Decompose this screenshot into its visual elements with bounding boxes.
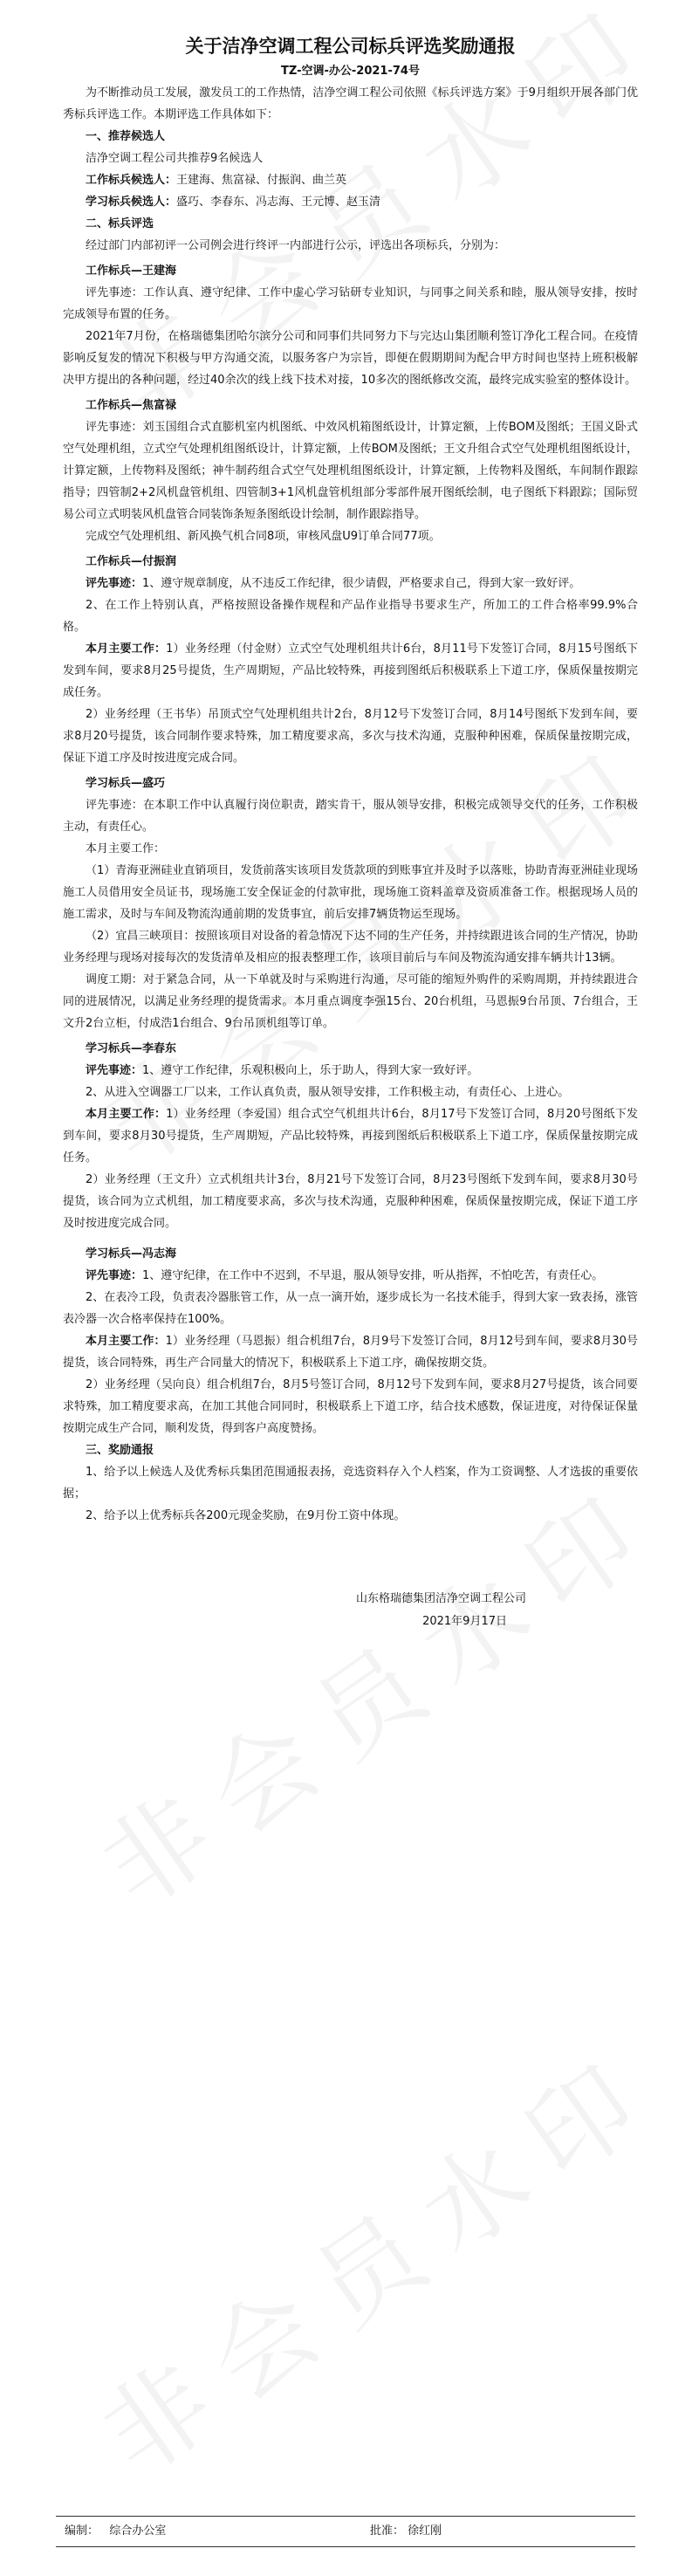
paragraph: 2、在工作上特别认真，严格按照设备操作规程和产品作业指导书要求生产，所加工的工件合格率99.9%合格。: [63, 599, 638, 634]
section-heading: 一、推荐候选人: [86, 130, 166, 143]
paragraph: [63, 638, 638, 704]
label: 本月主要工作：: [86, 1335, 166, 1348]
value: 徐红刚: [408, 2524, 442, 2538]
paragraph: 本月主要工作：: [86, 842, 166, 855]
signature-company: 山东格瑞德集团洁净空调工程公司: [355, 1592, 526, 1605]
document-number: TZ-空调-办公-2021-74号: [281, 65, 420, 78]
label: 工作标兵候选人：: [86, 174, 177, 187]
text: 1）业务经理（马恩振）组合机组7台，8月9号下发签订合同，8月12号到车间，要求8月30号提货，该合同特殊，再生产合同量大的情况下，积极联系上下道工序，确保按期交货。: [63, 1335, 638, 1370]
paragraph: [63, 1265, 638, 1287]
label: 评先事迹：: [86, 1064, 143, 1077]
intro-paragraph: 为不断推动员工发展，激发员工的工作热情，洁净空调工程公司依照《标兵评选方案》于9月组织开展各部门优秀标兵评选工作。本期评选工作具体如下：: [63, 86, 638, 121]
section-heading: 二、标兵评选: [86, 217, 154, 230]
paragraph: 2021年7月份，在格瑞德集团哈尔滨分公司和同事们共同努力下与完达山集团顺利签订净化工程合同。在疫情影响反复发的情况下积极与甲方沟通交流，以服务客户为宗旨，即便在假期期间为配合甲方时间也坚持上班积极解决甲方提出的各种问题，经过40余次的线上线下技术对接，10多次的图纸修改交流，最终完成实验室的整体设计。: [63, 330, 638, 387]
paragraph: 评先事迹：刘玉国组合式直膨机室内机图纸、中效风机箱图纸设计，计算定额，上传BOM及图纸；王国义卧式空气处理机组，立式空气处理机组图纸设计，计算定额，上传BOM及图纸；王文升组合式空气处理机组图纸设计，计算定额，上传物料及图纸；神牛制药组合式空气处理机组图纸设计，计算定额，上传物料及图纸，车间制作跟踪指导；四管制2+2风机盘管机组、四管制3+1风机盘管机组部分零部件展开图纸绘制，电子图纸下料跟踪；国际贸易公司立式明装风机盘管合同装饰条短条图纸设计绘制，制作跟踪指导。: [63, 421, 638, 521]
paragraph: 评先事迹：工作认真、遵守纪律、工作中虚心学习钻研专业知识，与同事之间关系和睦，服从领导安排，按时完成领导布置的任务。: [63, 286, 638, 321]
subsection-heading: 学习标兵—李春东: [86, 1042, 177, 1055]
label: 学习标兵候选人：: [86, 196, 177, 209]
study-candidates: [63, 191, 638, 213]
footer-editor: [65, 2517, 166, 2546]
subsection-heading: 学习标兵—冯志海: [86, 1247, 177, 1261]
text: 1、遵守规章制度，从不违反工作纪律，很少请假，严格要求自己，得到大家一致好评。: [142, 577, 581, 590]
text: 1）业务经理（李爱国）组合式空气机组共计6台，8月17号下发签订合同，8月20号图纸下发到车间，要求8月30号提货，生产周期短，产品比较特殊，再接到图纸后积极联系上下道工序，保质保量按期完成任务。: [63, 1108, 638, 1164]
value: 综合办公室: [109, 2524, 167, 2538]
value: 盛巧、李春东、冯志海、王元博、赵玉清: [176, 196, 381, 209]
paragraph: 2）业务经理（王文升）立式机组共计3台，8月21号下发签订合同，8月23号图纸下发到车间，要求8月30号提货，该合同为立式机组，加工精度要求高，多次与技术沟通，克服种种困难，保质保量按期完成，保证下道工序及时按进度完成合同。: [63, 1173, 638, 1230]
paragraph: [63, 573, 638, 594]
paragraph: 2）业务经理（王书华）吊顶式空气处理机组共计2台，8月12号下发签订合同，8月14号图纸下发到车间，要求8月20号提货，该合同制作要求特殊，加工精度要求高，多次与技术沟通，克服种种困难，保质保量按期完成，保证下道工序及时按进度完成合同。: [63, 708, 638, 765]
paragraph: 2、从进入空调器工厂以来，工作认真负责，服从领导安排，工作积极主动，有责任心、上进心。: [86, 1086, 570, 1099]
subsection-heading: 学习标兵—盛巧: [86, 777, 166, 790]
paragraph: [63, 1103, 638, 1169]
subsection-heading: 工作标兵—付振润: [86, 555, 177, 568]
paragraph: [63, 1060, 638, 1082]
text: 1、遵守纪律，在工作中不迟到，不早退，服从领导安排，听从指挥，不怕吃苦，有责任心。: [142, 1269, 604, 1282]
paragraph: 2、在表冷工段，负责表冷器胀管工作，从一点一滴开始，逐步成长为一名技术能手，得到大家一致表扬，涨管表冷器一次合格率保持在100%。: [63, 1291, 638, 1326]
subsection-heading: 工作标兵—王建海: [86, 264, 177, 278]
label: 本月主要工作：: [86, 642, 167, 656]
paragraph: [63, 1330, 638, 1374]
paragraph: 评先事迹：在本职工作中认真履行岗位职责，踏实肯干，服从领导安排，积极完成领导交代的任务，工作积极主动，有责任心。: [63, 799, 638, 834]
document-footer: [56, 2516, 635, 2547]
paragraph: 完成空气处理机组、新风换气机合同8项，审核风盘U9订单合同77项。: [86, 530, 441, 543]
paragraph: 2）业务经理（吴向良）组合机组7台，8月5号签订合同，8月12号下发到车间，要求8月27号提货，该合同要求特殊，加工精度要求高，在加工其他合同同时，积极联系上下道工序，结合技术感数，保证进度，对待保证保量按期完成生产合同，顺利发货，得到客户高度赞扬。: [63, 1378, 638, 1435]
paragraph: （1）青海亚洲硅业直销项目，发货前落实该项目发货款项的到账事宜并及时予以落账，协助青海亚洲硅业现场施工人员借用安全员证书，现场施工安全保证金的付款审批，现场施工资料盖章及资质准备工作。根据现场人员的施工需求，及时与车间及物流沟通前期的发货事宜，前后安排7辆货物运至现场。: [63, 864, 638, 921]
label: 编制：: [65, 2524, 99, 2538]
paragraph: 2、给予以上优秀标兵各200元现金奖励，在9月份工资中体现。: [86, 1509, 406, 1522]
paragraph: 洁净空调工程公司共推荐9名候选人: [86, 152, 264, 165]
text: 1、遵守工作纪律，乐观积极向上，乐于助人，得到大家一致好评。: [142, 1064, 479, 1077]
paragraph: 调度工期：对于紧急合同，从一下单就及时与采购进行沟通，尽可能的缩短外购件的采购周期，并持续跟进合同的进展情况，以满足业务经理的提货需求。本月重点调度李强15台、20台机组，马恩振9台吊顶、7台组合，王文升2台立柜，付成浩1台组合、9台吊顶机组等订单。: [63, 973, 638, 1030]
value: 王建海、焦富禄、付振润、曲兰英: [176, 174, 347, 187]
label: 评先事迹：: [86, 1269, 143, 1282]
work-candidates: [63, 169, 638, 191]
label: 评先事迹：: [86, 577, 143, 590]
paragraph: （2）宜昌三峡项目：按照该项目对设备的着急情况下达不同的生产任务，并持续跟进该合同的生产情况，协助业务经理与现场对接每次的发货清单及相应的报表整理工作，该项目前后与车间及物流沟通安排车辆共计13辆。: [63, 930, 638, 965]
footer-approver: [370, 2517, 442, 2546]
section-heading: 三、奖励通报: [86, 1444, 154, 1457]
document-title: 关于洁净空调工程公司标兵评选奖励通报: [185, 36, 516, 57]
paragraph: 经过部门内部初评一公司例会进行终评一内部进行公示，评选出各项标兵，分别为：: [86, 239, 506, 252]
watermark: [68, 2010, 682, 2503]
text: 1）业务经理（付金财）立式空气处理机组共计6台，8月11号下发签订合同，8月15号图纸下发到车间，要求8月25号提货，生产周期短，产品比较特殊，再接到图纸后积极联系上下道工序，保质保量按期完成任务。: [63, 642, 638, 699]
subsection-heading: 工作标兵—焦富禄: [86, 399, 177, 412]
signature-date: 2021年9月17日: [422, 1615, 507, 1628]
label: 批准：: [370, 2524, 405, 2538]
label: 本月主要工作：: [86, 1108, 167, 1121]
paragraph: 1、给予以上候选人及优秀标兵集团范围通报表扬，竞选资料存入个人档案，作为工资调整、人才选拔的重要依据；: [63, 1466, 638, 1501]
